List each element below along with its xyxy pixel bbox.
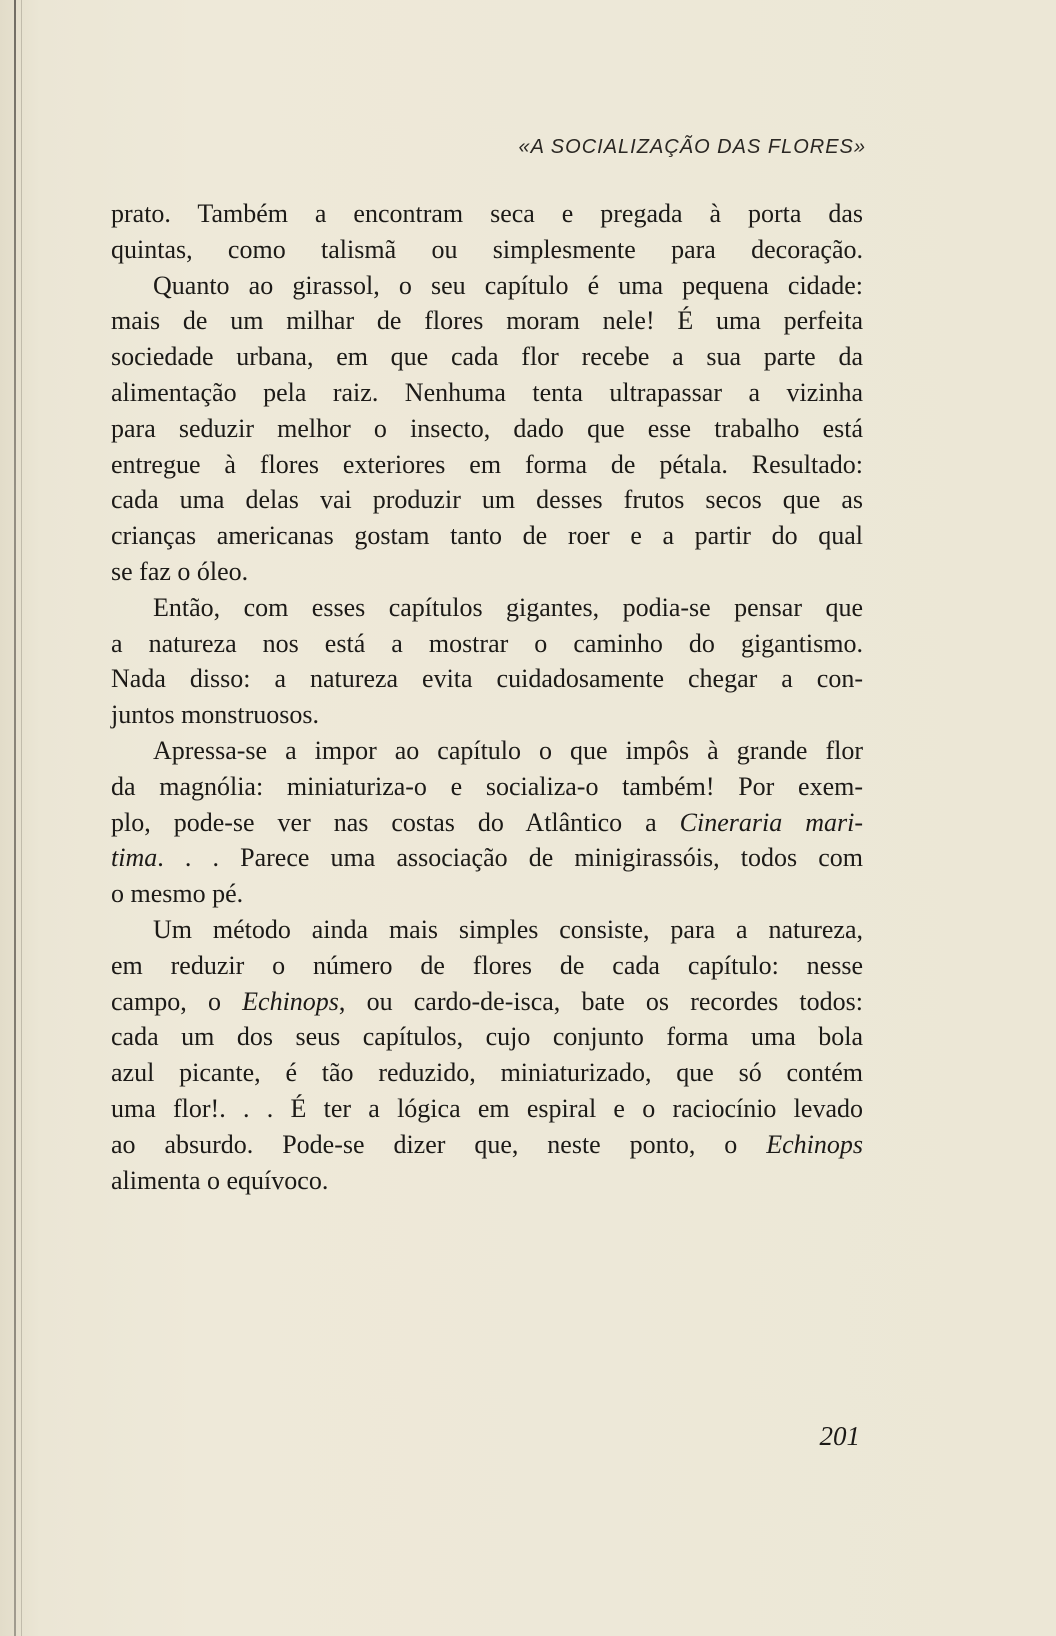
body-text (111, 196, 863, 1198)
text-line: juntos monstruosos. (111, 700, 320, 730)
text-line: prato. Também a encontram seca e pregada à porta das (111, 199, 863, 228)
text-line: para seduzir melhor o insecto, dado que esse trabalho está (111, 413, 863, 443)
text-line: crianças americanas gostam tanto de roer e a partir do qual (111, 521, 863, 551)
text-line: mais de um milhar de flores moram nele! É uma perfeita (111, 306, 863, 336)
text-line: em reduzir o número de flores de cada capítulo: nesse (111, 950, 863, 980)
text-segment: ao absurdo. Pode-se dizer que, neste ponto, o (111, 1129, 738, 1159)
italic-term: Echinops (766, 1129, 864, 1159)
text-line: Apressa-se a impor ao capítulo o que impôs à grande flor (153, 735, 863, 765)
text-line: sociedade urbana, em que cada flor recebe a sua parte da (111, 342, 863, 372)
text-line (111, 1127, 863, 1163)
italic-term: Echinops (242, 986, 339, 1016)
binding-gutter (14, 0, 16, 1636)
text-line: cada uma delas vai produzir um desses frutos secos que as (111, 485, 863, 515)
text-line: cada um dos seus capítulos, cujo conjunto forma uma bola (111, 1022, 863, 1052)
text-line: uma flor!. . . É ter a lógica em espiral e o raciocínio levado (111, 1093, 863, 1123)
text-line: quintas, como talismã ou simplesmente para decoração. (111, 234, 863, 264)
text-line: se faz o óleo. (111, 556, 249, 586)
text-segment: plo, pode-se ver nas costas do Atlântico a (111, 807, 657, 837)
text-line: Então, com esses capítulos gigantes, podia-se pensar que (153, 592, 863, 622)
text-segment: , ou cardo-de-isca, bate os recordes todos: (338, 986, 863, 1016)
page-number: 201 (819, 1421, 860, 1451)
text-segment: . . . Parece uma associação de minigirassóis, todos com (157, 843, 863, 873)
italic-term: Cineraria mari- (679, 807, 863, 837)
text-line: a natureza nos está a mostrar o caminho do gigantismo. (111, 628, 863, 658)
text-line: entregue à flores exteriores em forma de pétala. Resultado: (111, 449, 863, 479)
text-line (111, 984, 863, 1020)
text-line: Um método ainda mais simples consiste, para a natureza, (153, 914, 863, 944)
text-line: Nada disso: a natureza evita cuidadosamente chegar a con- (111, 664, 863, 694)
text-line: Quanto ao girassol, o seu capítulo é uma pequena cidade: (153, 270, 863, 300)
italic-term: tima (111, 843, 158, 873)
text-line: o mesmo pé. (111, 879, 244, 909)
text-line: da magnólia: miniaturiza-o e socializa-o também! Por exem- (111, 771, 863, 801)
text-line: azul picante, é tão reduzido, miniaturizado, que só contém (111, 1058, 863, 1088)
binding-gutter-shadow (21, 0, 22, 1636)
text-line: alimentação pela raiz. Nenhuma tenta ultrapassar a vizinha (111, 377, 863, 407)
running-head: «A SOCIALIZAÇÃO DAS FLORES» (518, 136, 866, 158)
text-line (111, 805, 863, 841)
text-line (111, 840, 863, 876)
text-segment: campo, o (111, 986, 221, 1016)
text-line: alimenta o equívoco. (111, 1165, 329, 1195)
